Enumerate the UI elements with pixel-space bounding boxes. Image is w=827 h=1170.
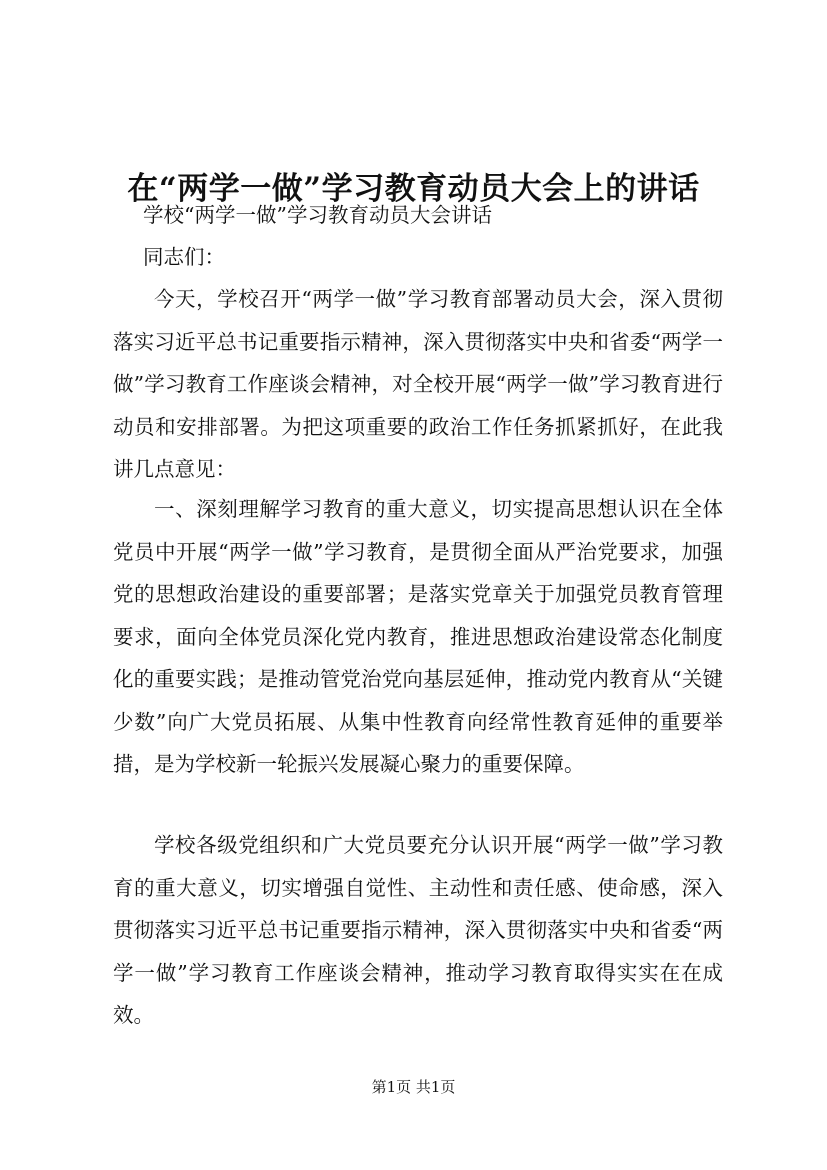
- paragraph-intro: 今天，学校召开“两学一做”学习教育部署动员大会，深入贯彻落实习近平总书记重要指示精神，深入贯彻落实中央和省委“两学一做”学习教育工作座谈会精神，对全校开展“两学一做”学习教育进行动员和安排部署。为把这项重要的政治工作任务抓紧抓好，在此我讲几点意见：: [113, 287, 723, 481]
- greeting: 同志们：: [143, 245, 225, 269]
- document-title: 在“两学一做”学习教育动员大会上的讲话: [127, 170, 700, 207]
- paragraph-conclusion: 学校各级党组织和广大党员要充分认识开展“两学一做”学习教育的重大意义，切实增强自觉性、主动性和责任感、使命感，深入贯彻落实习近平总书记重要指示精神，深入贯彻落实中央和省委“两学一做”学习教育工作座谈会精神，推动学习教育取得实实在在成效。: [113, 833, 723, 1027]
- document-subtitle: 学校“两学一做”学习教育动员大会讲话: [143, 203, 492, 227]
- paragraph-point-one: 一、深刻理解学习教育的重大意义，切实提高思想认识在全体党员中开展“两学一做”学习教育，是贯彻全面从严治党要求，加强党的思想政治建设的重要部署；是落实党章关于加强党员教育管理要求，面向全体党员深化党内教育，推进思想政治建设常态化制度化的重要实践；是推动管党治党向基层延伸，推动党内教育从“关键少数”向广大党员拓展、从集中性教育向经常性教育延伸的重要举措，是为学校新一轮振兴发展凝心聚力的重要保障。: [113, 497, 723, 776]
- page-footer: 第1页 共1页: [371, 1078, 456, 1096]
